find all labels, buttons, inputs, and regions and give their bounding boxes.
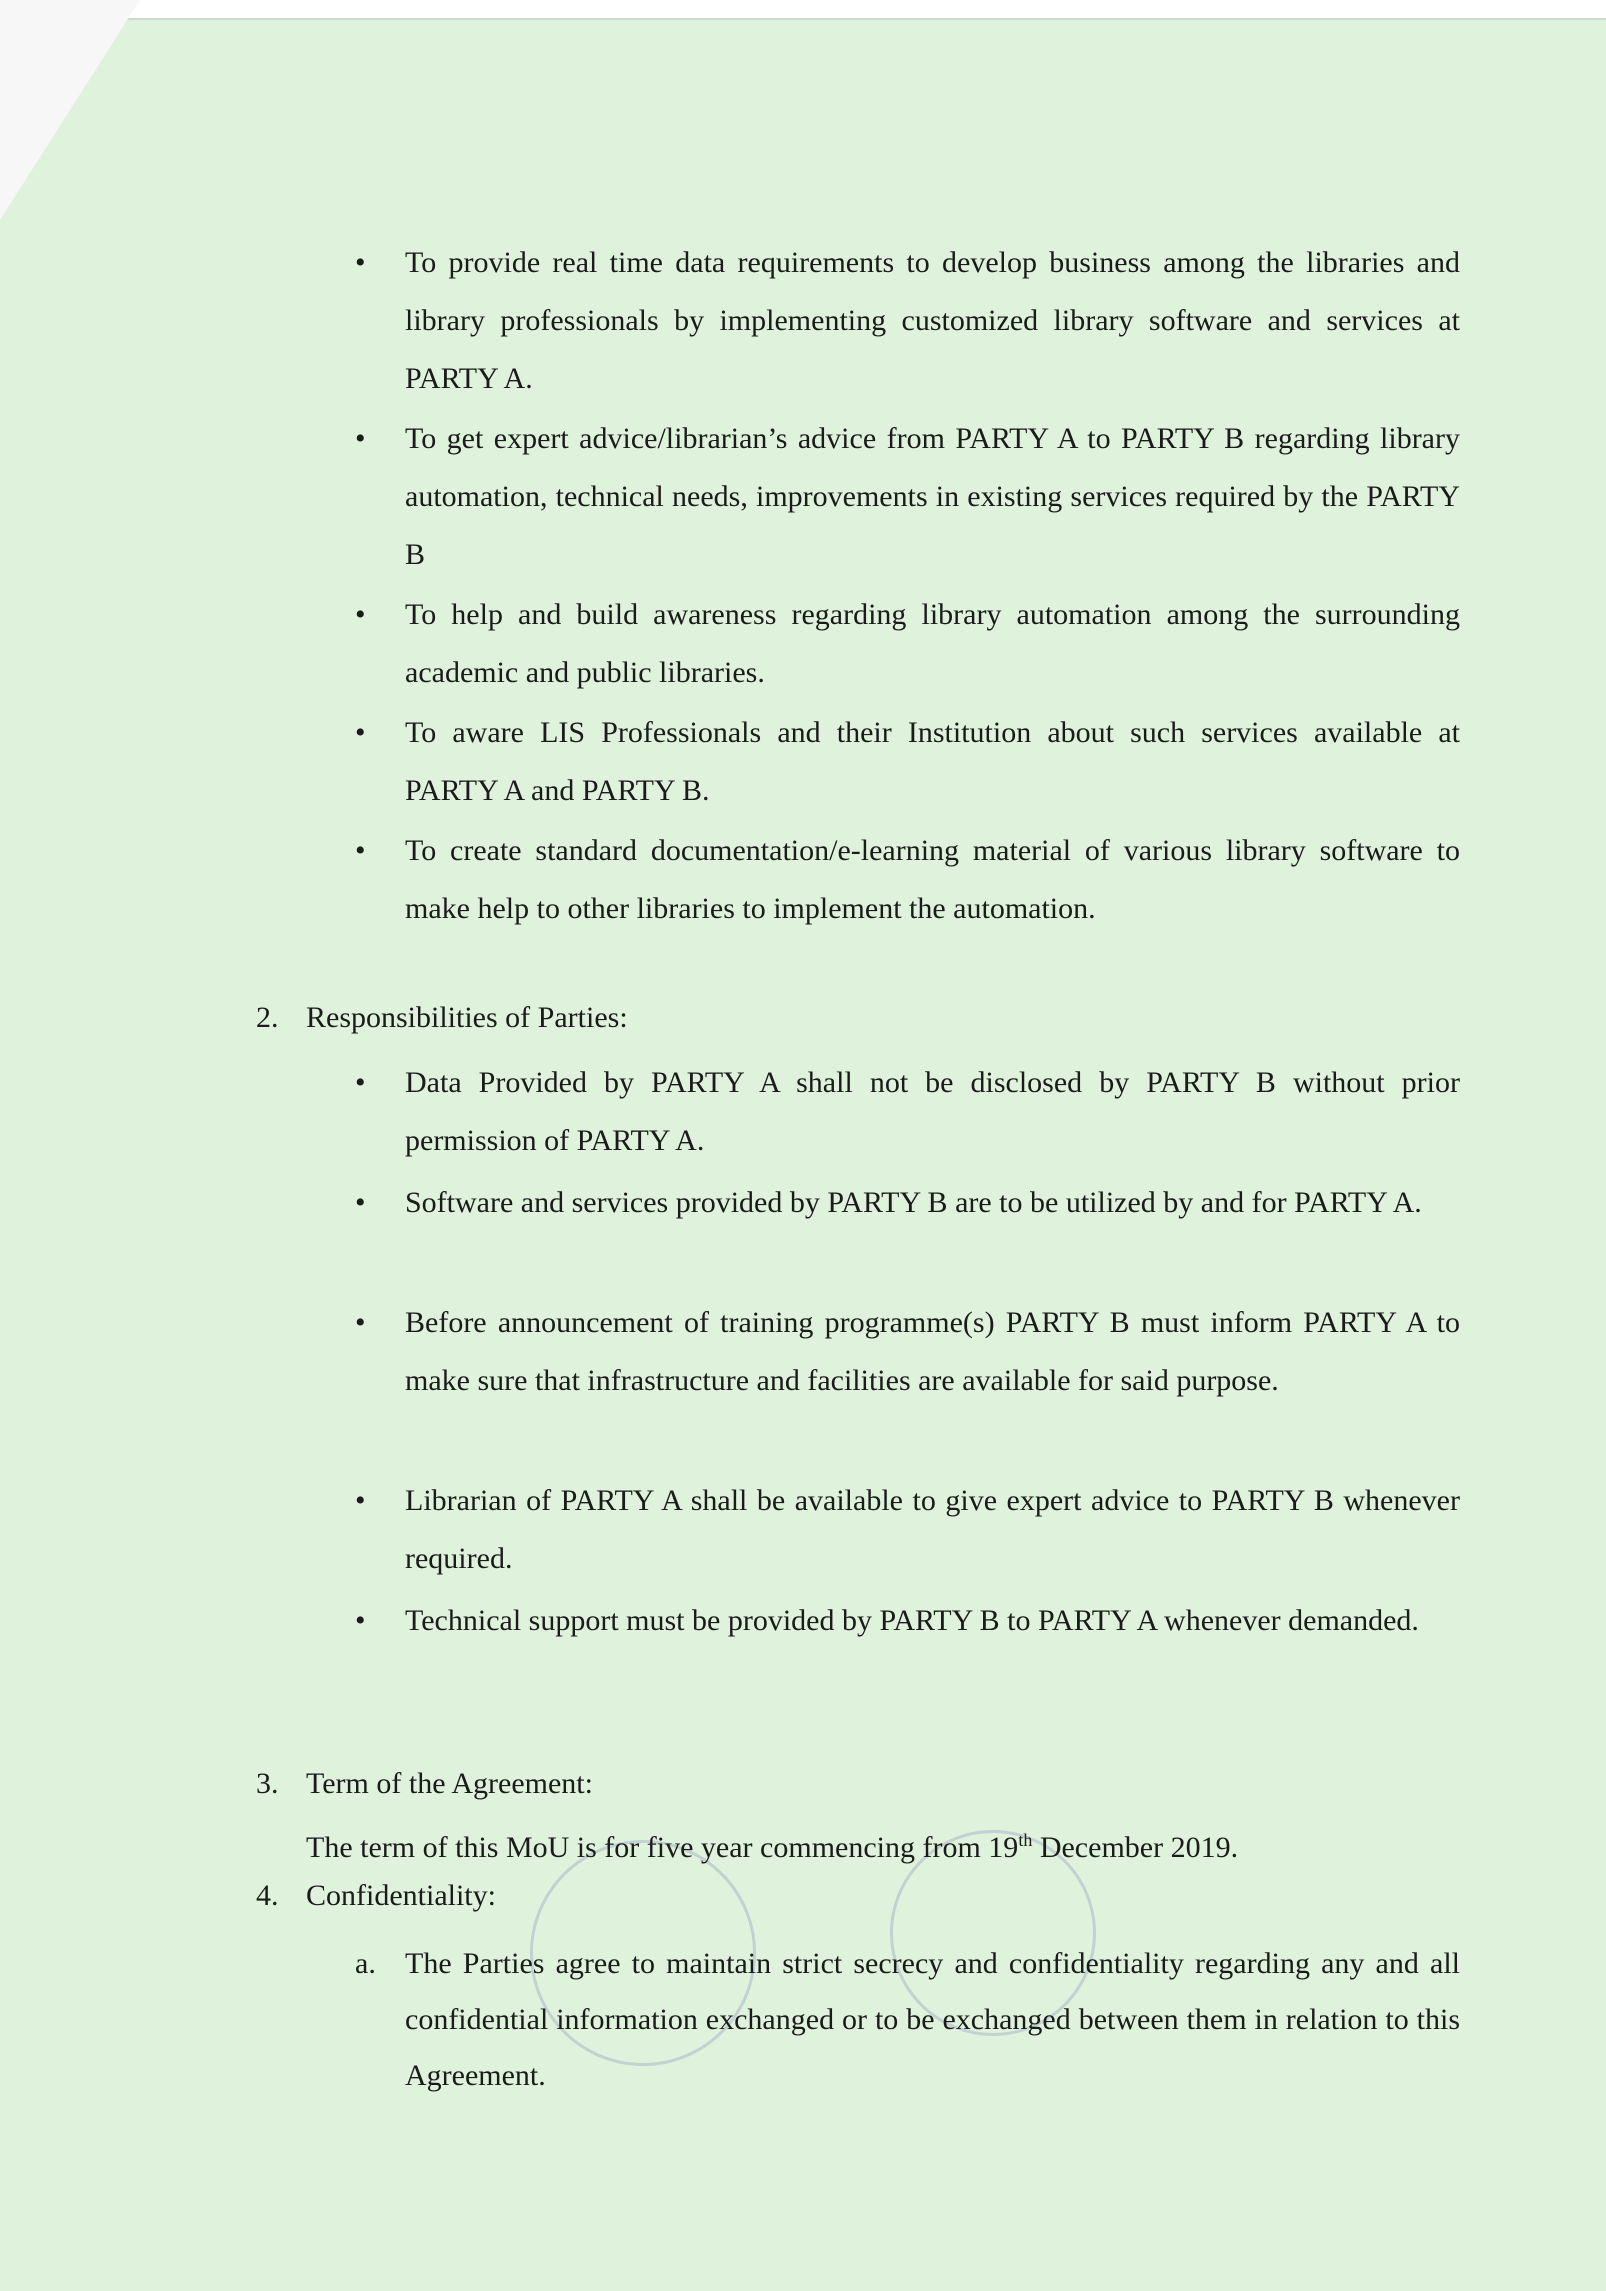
bullet-icon: • <box>355 422 366 455</box>
section-heading-responsibilities <box>256 996 628 1040</box>
section-heading-term <box>256 1762 593 1806</box>
list-item-text: To get expert advice/librarian’s advice from PARTY A to PARTY B regarding library automation, technical needs, improvements in existing services required by the PARTY B <box>405 422 1460 571</box>
bullet-icon: • <box>355 1066 366 1099</box>
list-item-text: Software and services provided by PARTY B are to be utilized by and for PARTY A. <box>405 1186 1422 1219</box>
bullet-icon: • <box>355 716 366 749</box>
bullet-icon: • <box>355 834 366 867</box>
bullet-icon: • <box>355 598 366 631</box>
bullet-icon: • <box>355 1604 366 1637</box>
term-text-end: December 2019. <box>1032 1831 1239 1864</box>
section-number: 2. <box>256 1001 279 1034</box>
list-item <box>0 1294 1606 1470</box>
list-item-text: Data Provided by PARTY A shall not be disclosed by PARTY B without prior permission of PARTY A. <box>405 1066 1460 1157</box>
list-item-text: To create standard documentation/e-learning material of various library software to make help to other libraries to implement the automation. <box>405 834 1460 925</box>
list-item-text: To provide real time data requirements to develop business among the libraries and library professionals by implementing customized library software and services at PARTY A. <box>405 246 1460 395</box>
page-top-edge <box>0 0 1606 20</box>
list-item <box>0 1592 1606 1710</box>
list-item <box>0 234 1606 408</box>
list-item <box>0 410 1606 584</box>
objectives-list <box>0 234 1606 940</box>
section-title: Confidentiality: <box>306 1879 496 1912</box>
list-item-text: Before announcement of training programme(s) PARTY B must inform PARTY A to make sure that infrastructure and facilities are available for said purpose. <box>405 1306 1460 1397</box>
seal-watermark <box>1050 2160 1058 2194</box>
page-corner-fold <box>0 0 140 220</box>
section-number: 4. <box>256 1879 279 1912</box>
list-item-text: To help and build awareness regarding library automation among the surrounding academic and public libraries. <box>405 598 1460 689</box>
confidentiality-item <box>0 1936 1606 2104</box>
bullet-icon: • <box>355 1306 366 1339</box>
list-item-text: To aware LIS Professionals and their Institution about such services available at PARTY A and PARTY B. <box>405 716 1460 807</box>
section-heading-confidentiality <box>256 1874 496 1918</box>
list-item <box>0 1174 1606 1292</box>
list-item <box>0 1472 1606 1590</box>
term-date-suffix: th <box>1018 1830 1033 1850</box>
bullet-icon: • <box>355 246 366 279</box>
list-item <box>0 586 1606 702</box>
list-item <box>0 822 1606 938</box>
list-item-text: Librarian of PARTY A shall be available to give expert advice to PARTY B whenever required. <box>405 1484 1460 1575</box>
section-number: 3. <box>256 1767 279 1800</box>
bullet-icon: • <box>355 1484 366 1517</box>
term-text-start: The term of this MoU is for five year commencing from 19 <box>306 1831 1019 1864</box>
term-paragraph <box>306 1818 1238 1870</box>
bullet-icon: • <box>355 1186 366 1219</box>
section-title: Responsibilities of Parties: <box>306 1001 628 1034</box>
responsibilities-list <box>0 1054 1606 1712</box>
section-title: Term of the Agreement: <box>306 1767 593 1800</box>
item-text: The Parties agree to maintain strict secrecy and confidentiality regarding any and all confidential information exchanged or to be exchanged between them in relation to this Agreement. <box>405 1947 1460 2092</box>
list-item <box>0 704 1606 820</box>
item-letter: a. <box>355 1947 376 1980</box>
list-item <box>0 1054 1606 1172</box>
list-item-text: Technical support must be provided by PARTY B to PARTY A whenever demanded. <box>405 1604 1419 1637</box>
